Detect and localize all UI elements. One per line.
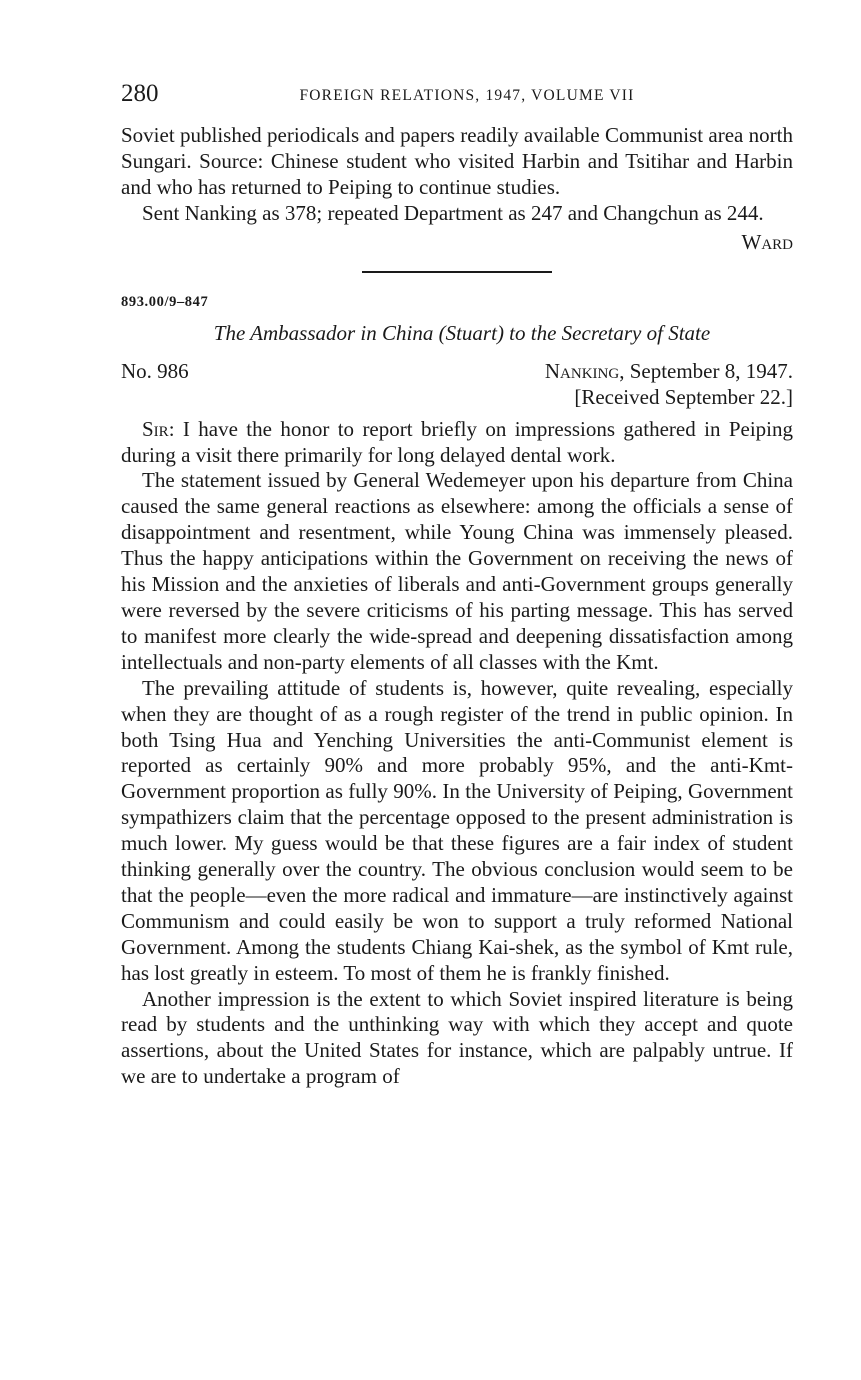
signature: Ward: [741, 229, 793, 254]
dateline-date: , September 8, 1947.: [619, 358, 793, 383]
section-divider: [362, 271, 552, 273]
page-header: [121, 80, 793, 110]
file-number: 893.00/9–847: [121, 293, 209, 310]
page-number: 280: [121, 80, 159, 107]
running-head: FOREIGN RELATIONS, 1947, VOLUME VII: [299, 87, 635, 104]
body-paragraph: Another impression is the extent to which Soviet inspired literature is being read by students and the unthinking way with which they accept and quote assertions, about the United States for instance, which are palpably untrue. If we are to undertake a program of: [121, 986, 793, 1089]
document-number: No. 986: [121, 358, 189, 383]
preceding-paragraph: Sent Nanking as 378; repeated Department as 247 and Changchun as 244.: [142, 200, 764, 225]
document-title: The Ambassador in China (Stuart) to the Secretary of State: [213, 320, 711, 345]
body-paragraph: The prevailing attitude of students is, however, quite revealing, especially when they are thought of as a rough register of the trend in public opinion. In both Tsing Hua and Yenching Universities the anti-Communist element is reported as certainly 90% and more probably 95%, and the anti-Kmt-Government proportion as fully 90%. In the University of Peiping, Government sympathizers claim that the percentage opposed to the present administration is much lower. My guess would be that these figures are a fair index of student thinking generally over the country. The obvious conclusion would seem to be that the people—even the more radical and immature—are instinctively against Communism and could easily be won to support a truly reformed National Government. Among the students Chiang Kai-shek, as the symbol of Kmt rule, has lost greatly in esteem. To most of them he is frankly finished.: [121, 675, 793, 985]
document-meta: [121, 358, 793, 410]
body-paragraph: The statement issued by General Wedemeyer upon his departure from China caused the same general reactions as elsewhere: among the officials a sense of disappointment and resentment, while Young China was immensely pleased. Thus the happy anticipations within the Government on receiving the news of his Mission and the anxieties of liberals and anti-Government groups generally were reversed by the severe criticisms of his parting message. This has served to manifest more clearly the wide-spread and deepening dissatisfaction among intellectuals and non-party elements of all classes with the Kmt.: [121, 468, 793, 674]
dateline-place: Nanking: [544, 358, 620, 383]
salutation: Sir: [142, 416, 169, 441]
first-paragraph-text: : I have the honor to report briefly on impressions gathered in Peiping during a visit there primarily for long delayed dental work.: [121, 416, 793, 467]
document-body: [121, 417, 793, 1091]
body-paragraph: [121, 417, 793, 469]
received-date: [Received September 22.]: [574, 384, 793, 409]
dateline: [545, 358, 793, 384]
preceding-paragraph: Soviet published periodicals and papers readily available Communist area north Sungari. Source: Chinese student who visited Harbin and Tsitihar and Harbin and who has returned to Peiping to continue studies.: [121, 123, 793, 199]
document-page: [121, 80, 793, 1090]
preceding-document-text: [121, 123, 793, 227]
